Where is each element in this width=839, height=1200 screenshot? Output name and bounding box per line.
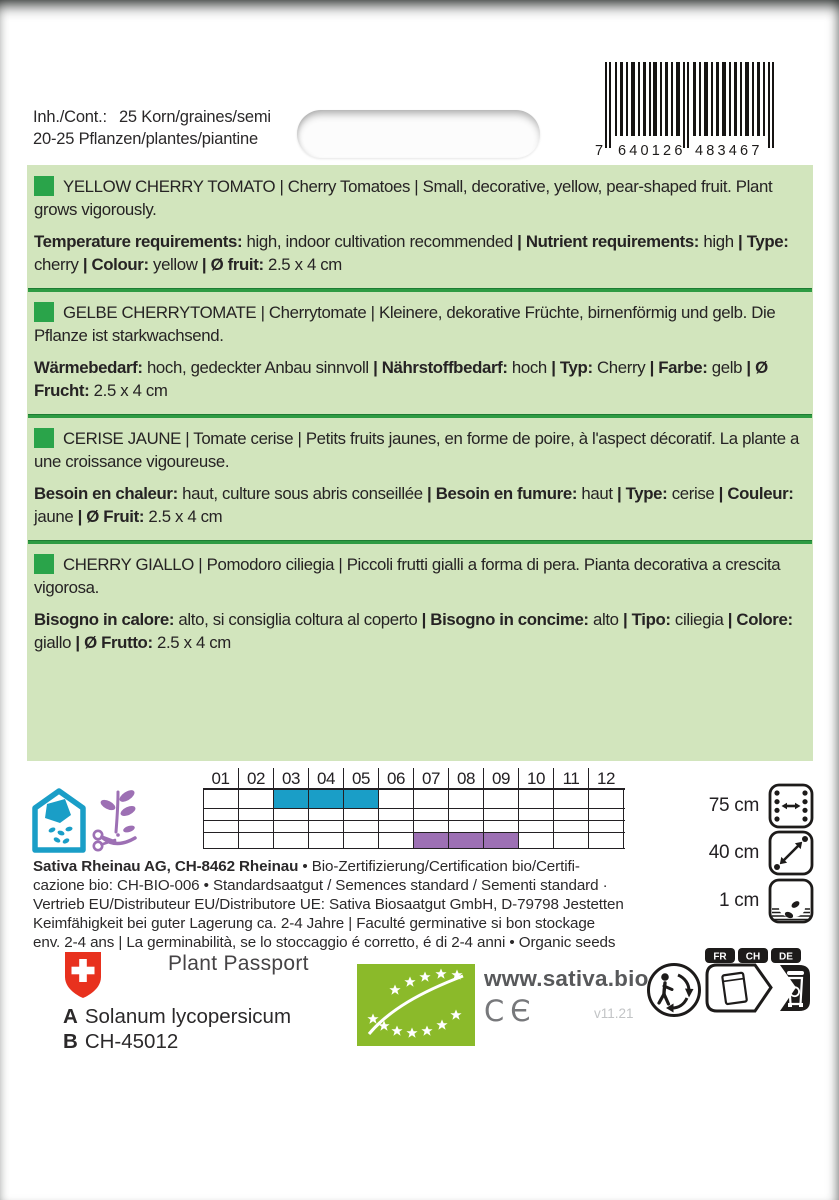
spec-label: Colour:: [91, 255, 154, 274]
calendar-cell: [204, 809, 239, 820]
calendar-cell: [484, 833, 519, 848]
calendar-row: [204, 821, 625, 833]
spec-separator: |: [733, 232, 747, 251]
row-spacing-value: 75 cm: [708, 795, 759, 816]
spec-value: alto: [593, 610, 619, 629]
calendar-month-label: 12: [588, 768, 623, 788]
ce-mark: CЄ: [484, 994, 537, 1028]
calendar-month-label: 02: [238, 768, 273, 788]
triman-recycling-icon: [645, 961, 703, 1019]
calendar-cell: [414, 809, 449, 820]
seed-packet-icon: [722, 973, 747, 1005]
ean-barcode: [595, 62, 777, 157]
spec-separator: |: [612, 484, 626, 503]
sowing-under-glass-icon: [32, 787, 86, 853]
spec-value: alto, si consiglia coltura al coperto: [178, 610, 418, 629]
section-intro: YELLOW CHERRY TOMATO | Cherry Tomatoes | Small, decorative, yellow, pear-shaped fruit. Plant grows vigorously.: [34, 177, 773, 219]
calendar-cell: [554, 833, 589, 848]
calendar-month-header: [203, 768, 625, 790]
company-line: Vertrieb EU/Distributeur EU/Distributore UE: Sativa Biosaatgut GmbH, D-79798 Jestetten: [33, 896, 624, 913]
spec-separator: |: [368, 358, 382, 377]
disposal-tab-fr: FR: [713, 951, 727, 963]
calendar-row-sowing-under-glass: [204, 790, 625, 809]
calendar-cell: [519, 809, 554, 820]
spec-label: Ø fruit:: [210, 255, 268, 274]
calendar-cell: [414, 790, 449, 808]
calendar-cell: [274, 809, 309, 820]
company-line: env. 2-4 ans | La germinabilità, se lo stoccaggio é corretto, é di 2-4 anni • Organic seeds: [33, 934, 616, 951]
hang-slot-cutout: [297, 110, 540, 158]
barcode-digits-group1: 640126: [618, 143, 686, 157]
section-specs: [34, 230, 806, 276]
spec-value: 2.5 x 4 cm: [268, 255, 342, 274]
calendar-cell: [204, 833, 239, 848]
calendar-cell: [274, 833, 309, 848]
calendar-grid: [203, 790, 625, 849]
spec-label: Wärmebedarf:: [34, 358, 147, 377]
plant-spacing-value: 40 cm: [708, 842, 759, 863]
spec-separator: |: [73, 507, 87, 526]
spec-value: cherry: [34, 255, 79, 274]
section-specs: [34, 356, 806, 402]
calendar-cell: [239, 809, 274, 820]
spec-value: ciliegia: [674, 610, 724, 629]
swiss-shield-icon: [63, 950, 103, 1000]
calendar-legend: [32, 785, 141, 853]
calendar-cell: [274, 790, 309, 808]
calendar-cell: [589, 821, 624, 832]
spec-value: 2.5 x 4 cm: [148, 507, 223, 526]
plants-value: 20-25 Pflanzen/plantes/piantine: [33, 130, 258, 148]
spec-separator: |: [512, 232, 526, 251]
company-line: cazione bio: CH-BIO-006 • Standardsaatgut / Semences standard / Sementi standard ·: [33, 877, 608, 894]
disposal-tab-de: DE: [779, 951, 793, 963]
calendar-cell: [309, 833, 344, 848]
spec-separator: |: [546, 358, 560, 377]
spec-label: Colore:: [736, 610, 793, 629]
sowing-depth-icon: [768, 878, 814, 924]
spec-label: Bisogno in calore:: [34, 610, 179, 629]
spec-label: Farbe:: [658, 358, 712, 377]
spec-separator: |: [71, 633, 85, 652]
green-square-bullet: [34, 428, 54, 448]
company-line: Keimfähigkeit bei guter Lagerung ca. 2-4 Jahre | Faculté germinative si bon stockage: [33, 915, 596, 932]
spec-label: Bisogno in concime:: [430, 610, 593, 629]
sowing-depth-info: [688, 878, 814, 924]
sowing-depth-value: 1 cm: [719, 890, 759, 911]
calendar-cell: [449, 821, 484, 832]
calendar-month-label: 10: [518, 768, 553, 788]
plant-spacing-icon: [768, 830, 814, 876]
disposal-info-badge: [703, 948, 815, 1014]
spec-label: Couleur:: [727, 484, 794, 503]
lang-section-de: [27, 292, 813, 414]
calendar-cell: [379, 790, 414, 808]
plant-spacing-info: [688, 830, 814, 876]
plant-passport-title: Plant Passport: [168, 952, 309, 975]
calendar-cell: [589, 833, 624, 848]
calendar-month-label: 09: [483, 768, 518, 788]
calendar-cell: [344, 821, 379, 832]
calendar-month-label: 05: [343, 768, 378, 788]
spec-label: Typ:: [559, 358, 597, 377]
spec-value: hoch, gedeckter Anbau sinnvoll: [146, 358, 369, 377]
description-panel: [27, 165, 813, 761]
calendar-cell: [204, 821, 239, 832]
green-square-bullet: [34, 302, 54, 322]
section-intro: CERISE JAUNE | Tomate cerise | Petits fruits jaunes, en forme de poire, à l'aspect décoratif. La plante a une croissance vigoureuse.: [34, 429, 799, 471]
spec-value: 2.5 x 4 cm: [93, 381, 168, 400]
lang-section-it: [27, 544, 813, 666]
company-info: [33, 857, 678, 952]
spec-label: Type:: [746, 232, 789, 251]
spec-label: Nährstoffbedarf:: [381, 358, 512, 377]
disposal-tab-ch: CH: [745, 951, 761, 963]
section-intro: CHERRY GIALLO | Pomodoro ciliegia | Piccoli frutti gialli a forma di pera. Pianta decorativa a crescita vigorosa.: [34, 555, 781, 597]
calendar-month-label: 08: [448, 768, 483, 788]
calendar-cell: [379, 821, 414, 832]
calendar-cell: [309, 809, 344, 820]
section-specs: [34, 608, 806, 654]
lang-section-fr: [27, 418, 813, 540]
calendar-cell: [239, 833, 274, 848]
spec-separator: |: [714, 484, 728, 503]
calendar-cell: [589, 809, 624, 820]
green-square-bullet: [34, 176, 54, 196]
spec-label: Nutrient requirements:: [525, 232, 704, 251]
row-spacing-icon: [768, 783, 814, 829]
calendar-cell: [344, 790, 379, 808]
calendar-month-label: 04: [308, 768, 343, 788]
harvest-scissors-icon: [91, 785, 141, 853]
calendar-cell: [554, 821, 589, 832]
calendar-cell: [239, 821, 274, 832]
calendar-row: [204, 809, 625, 821]
spec-value: cerise: [671, 484, 715, 503]
calendar-month-label: 11: [553, 768, 588, 788]
calendar-month-label: 06: [378, 768, 413, 788]
spec-label: Ø Frutto:: [84, 633, 158, 652]
spec-separator: |: [645, 358, 659, 377]
barcode-digits-group2: 483467: [695, 143, 763, 157]
spec-value: gelb: [711, 358, 743, 377]
calendar-cell: [449, 809, 484, 820]
section-intro: GELBE CHERRYTOMATE | Cherrytomate | Kleinere, dekorative Früchte, birnenförmig und gelb. Die Pflanze ist starkwachsend.: [34, 303, 776, 345]
spec-label: Temperature requirements:: [34, 232, 247, 251]
barcode-digit-left: 7: [595, 143, 604, 157]
spec-label: Ø Fruit:: [86, 507, 149, 526]
website-url: www.sativa.bio: [484, 966, 649, 991]
calendar-cell: [519, 833, 554, 848]
calendar-month-label: 03: [273, 768, 308, 788]
spec-separator: |: [197, 255, 211, 274]
calendar-cell: [309, 821, 344, 832]
spec-separator: |: [723, 610, 737, 629]
calendar-cell: [344, 833, 379, 848]
spec-value: haut: [581, 484, 613, 503]
calendar-cell: [554, 809, 589, 820]
spec-value: 2.5 x 4 cm: [157, 633, 231, 652]
spec-value: Cherry: [597, 358, 646, 377]
calendar-cell: [519, 821, 554, 832]
spec-value: yellow: [153, 255, 198, 274]
green-square-bullet: [34, 554, 54, 574]
spec-separator: |: [78, 255, 92, 274]
spec-value: haut, culture sous abris conseillée: [182, 484, 423, 503]
calendar-cell: [414, 821, 449, 832]
spec-separator: |: [742, 358, 756, 377]
calendar-cell: [519, 790, 554, 808]
spec-label: Type:: [625, 484, 672, 503]
spec-value: high: [703, 232, 734, 251]
passport-species-line: A Solanum lycopersicum: [63, 1005, 292, 1028]
calendar-month-label: 07: [413, 768, 448, 788]
contents-value: 25 Korn/graines/semi: [118, 108, 271, 126]
company-line: Sativa Rheinau AG, CH-8462 Rheinau • Bio-Zertifizierung/Certification bio/Certifi-: [33, 858, 580, 875]
calendar-month-label: 01: [211, 769, 230, 788]
calendar-cell: [449, 790, 484, 808]
calendar-cell: [414, 833, 449, 848]
calendar-cell: [379, 809, 414, 820]
spec-value: jaune: [34, 507, 74, 526]
calendar-cell: [204, 790, 239, 808]
spec-value: hoch: [511, 358, 547, 377]
contents-label: Inh./Cont.:: [33, 108, 107, 126]
calendar-cell: [449, 833, 484, 848]
version-label: v11.21: [594, 1006, 634, 1021]
passport-details: [63, 1004, 291, 1054]
eu-organic-logo: [357, 964, 475, 1046]
lang-section-en: [27, 166, 813, 288]
calendar-cell: [554, 790, 589, 808]
spec-label: Ø Frucht:: [34, 358, 768, 400]
spec-separator: |: [417, 610, 431, 629]
calendar-cell: [484, 790, 519, 808]
spec-value: high, indoor cultivation recommended: [246, 232, 513, 251]
calendar-cell: [309, 790, 344, 808]
spec-separator: |: [618, 610, 632, 629]
sowing-calendar: [203, 768, 625, 849]
spec-label: Besoin en fumure:: [435, 484, 582, 503]
calendar-cell: [344, 809, 379, 820]
section-specs: [34, 482, 806, 528]
calendar-cell: [379, 833, 414, 848]
calendar-cell: [274, 821, 309, 832]
passport-number-line: B CH-45012: [63, 1030, 179, 1053]
contents-info: [33, 106, 271, 150]
spec-label: Besoin en chaleur:: [34, 484, 183, 503]
calendar-cell: [239, 790, 274, 808]
calendar-cell: [484, 821, 519, 832]
spec-separator: |: [422, 484, 436, 503]
calendar-row-harvest: [204, 833, 625, 849]
calendar-cell: [484, 809, 519, 820]
calendar-cell: [589, 790, 624, 808]
company-name: Sativa Rheinau AG, CH-8462 Rheinau: [33, 858, 299, 875]
spec-value: giallo: [34, 633, 72, 652]
spec-label: Tipo:: [631, 610, 675, 629]
row-spacing-info: [688, 783, 814, 829]
